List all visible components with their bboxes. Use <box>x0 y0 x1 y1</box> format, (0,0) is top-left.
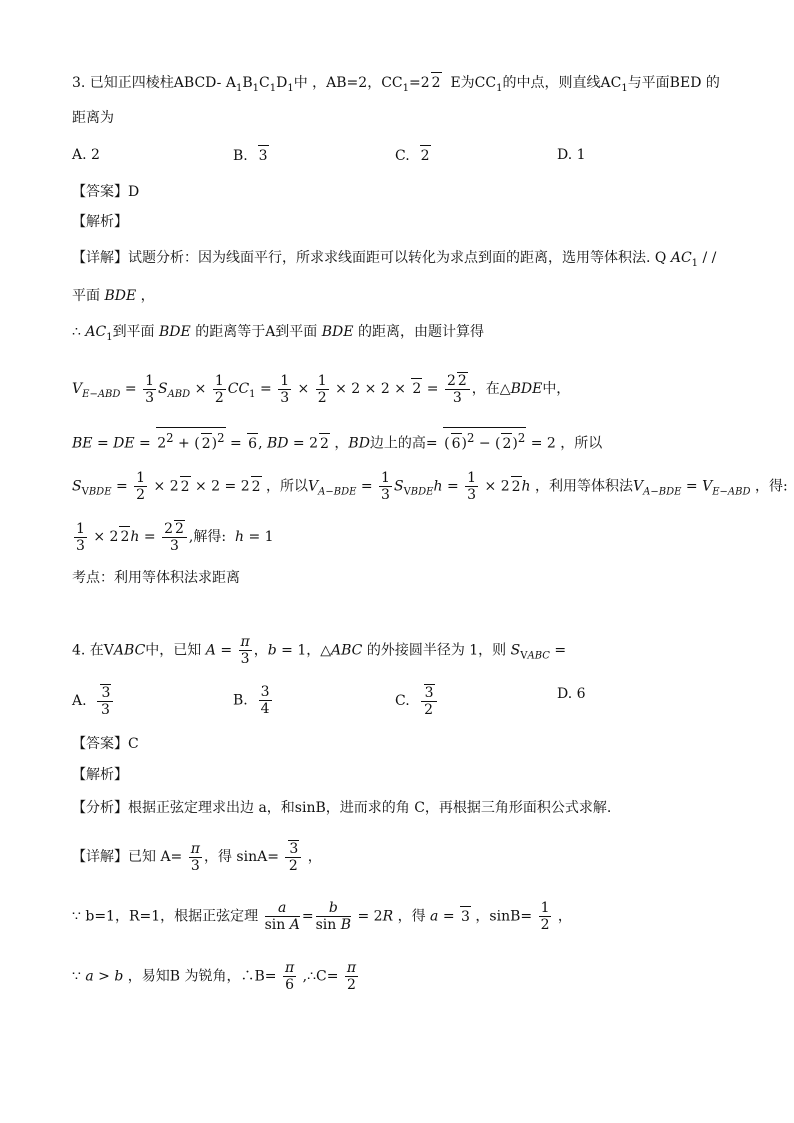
q4-answer-value: C <box>128 736 139 752</box>
q3-detail-tag: 【详解】 <box>72 250 128 266</box>
q4-detail-line2: ∵ b=1，R=1，根据正弦定理 $\frac{a}{\text{sin A}}$ = $\frac{b}{\text{sin B}}$ = 2R ，得 a = 3 ，sinB= $\frac{1}{2}$ ， <box>72 900 572 933</box>
q3-detail-line3: ∴ $AC_1$到平面 BDE 的距离等于A到平面 BDE 的距离，由题计算得 <box>72 324 484 343</box>
q4-fenxi-text: 根据正弦定理求出边 a，和sinB，进而求的角 C，再根据三角形面积公式求解. <box>128 800 612 816</box>
q4-option-d: D. 6 <box>557 686 586 702</box>
q4-answer-tag: 【答案】 <box>72 736 128 752</box>
q4-fenxi-tag: 【分析】 <box>72 800 128 816</box>
q4-fenxi <box>72 798 611 818</box>
q4-option-a: A. $\frac{3}{3}$ <box>72 684 115 718</box>
q3-option-a: A. 2 <box>72 147 100 163</box>
q4-detail-tag: 【详解】 <box>72 849 128 865</box>
q3-detail-line2: 平面 BDE ， <box>72 288 155 304</box>
q4-option-c: C. $\frac{3}{2}$ <box>395 684 439 718</box>
q4-stem: 4. 在VABC中，已知 A = $\frac{\pi}{3}$ ，b = 1，△ABC 的外接圆半径为 1，则 $S_{VABC}$ = <box>72 634 567 667</box>
q4-answer <box>72 734 139 754</box>
q4-analysis-tag: 【解析】 <box>72 767 128 783</box>
q3-option-b: B. 3 <box>233 145 269 166</box>
q3-answer-value: D <box>128 184 140 200</box>
q3-detail-line5: BE = DE = $2^2$ + ( 2)$^2$ = 6, BD = 2 2 ，BD边上的高= ( 6)$^2$ − ( 2)$^2$ = 2 ，所以 <box>72 427 602 454</box>
q4-detail-line1: 【详解】已知 A= $\frac{\pi}{3}$ ，得 sinA= $\frac{3}{2}$ ， <box>72 840 322 874</box>
q3-stem-line1 <box>72 72 720 99</box>
q3-option-d: D. 1 <box>557 147 586 163</box>
q3-detail-line4: $V_{E-ABD}$ = $\frac{1}{3}$ $S_{ABD}$ × $\frac{1}{2}$ $CC_1$ = $\frac{1}{3}$ × $\frac{1}{2}$ × 2 × 2 × 2 = $\frac{2 2}{3}$ ，在△BDE中， <box>72 372 571 406</box>
q3-answer-tag: 【答案】 <box>72 184 128 200</box>
q3-stem-text: 3. 已知正四棱柱ABCD- $A_1B_1C_1D_1$中 ，AB=2，$CC_1=2$ 2 E为$CC_1$的中点，则直线$AC_1$与平面BED 的 <box>72 75 720 91</box>
q4-option-b: B. $\frac{3}{4}$ <box>233 684 270 717</box>
q3-analysis-tag: 【解析】 <box>72 214 128 230</box>
q3-detail-line7: $\frac{1}{3}$ × 2 2h = $\frac{2 2}{3}$ ,解得: h = 1 <box>76 520 274 554</box>
q4-detail-line3: ∵ a > b ，易知B 为锐角，∴B= $\frac{\pi}{6}$ ,∴C= $\frac{\pi}{2}$ <box>72 960 357 993</box>
q3-stem-line2: 距离为 <box>72 110 114 126</box>
q3-detail-line1: 【详解】试题分析：因为线面平行，所求求线面距可以转化为求点到面的距离，选用等体积法. Q $AC_1$ / / <box>72 250 717 269</box>
q3-kaodian: 考点：利用等体积法求距离 <box>72 570 240 586</box>
q3-option-c: C. 2 <box>395 145 431 166</box>
q3-detail-line6: $S_{VBDE}$ = $\frac{1}{2}$ × 2 2 × 2 = 2 2 ，所以$V_{A-BDE}$ = $\frac{1}{3}$ $S_{VBDE}h$ = $\frac{1}{3}$ × 2 2h ，利用等体积法$V_{A-BDE} = V_{E-ABD}$ ，得: <box>72 470 788 503</box>
q3-answer <box>72 182 139 202</box>
